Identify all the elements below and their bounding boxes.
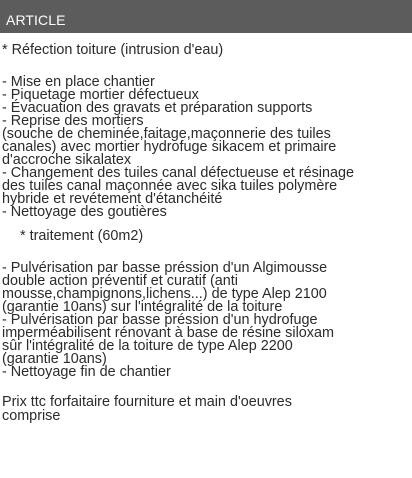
article-line: - Évacuation des gravats et préparation supports: [2, 100, 313, 116]
article-line: d'accroche sikalatex: [2, 152, 132, 168]
article-header: [0, 0, 412, 33]
article-line: - Changement des tuiles canal défectueuse et résinage: [2, 165, 354, 181]
article-line: - Pulvérisation par basse préssion d'un Algimousse: [2, 260, 328, 276]
article-line: imperméabilisent rénovant à base de résine siloxam: [2, 325, 334, 341]
article-line: (garantie 10ans) sur l'intégralité de la toiture: [2, 299, 283, 315]
article-line: des tuiles canal maçonnée avec sika tuiles polymère: [2, 178, 338, 194]
article-line: Prix ttc forfaitaire fourniture et main d'oeuvres: [2, 394, 292, 410]
article-line: * Réfection toiture (intrusion d'eau): [2, 42, 224, 58]
article-line: - Nettoyage fin de chantier: [2, 364, 171, 380]
article-line: hybride et revétement d'étanchéité: [2, 191, 223, 207]
article-line: (souche de cheminée,faitage,maçonnerie des tuiles: [2, 126, 331, 142]
article-line: * traitement (60m2): [20, 228, 144, 244]
article-header-title: ARTICLE: [6, 12, 66, 28]
article-line: (garantie 10ans): [2, 351, 107, 367]
article-line: - Nettoyage des goutières: [2, 204, 167, 220]
article-line: double action préventif et curatif (anti: [2, 273, 238, 289]
article-line: - Mise en place chantier: [2, 74, 155, 90]
article-line: - Piquetage mortier défectueux: [2, 87, 199, 103]
article-line: sûr l'intégralité de la toiture de type Alep 2200: [2, 338, 293, 354]
article-line: comprise: [2, 408, 61, 424]
article-line: - Pulvérisation par basse préssion d'un hydrofuge: [2, 312, 318, 328]
article-line: mousse,champignons,lichens...) de type Alep 2100: [2, 286, 327, 302]
article-line: - Reprise des mortiers: [2, 113, 144, 129]
article-line: canales) avec mortier hydrofuge sikacem et primaire: [2, 139, 337, 155]
